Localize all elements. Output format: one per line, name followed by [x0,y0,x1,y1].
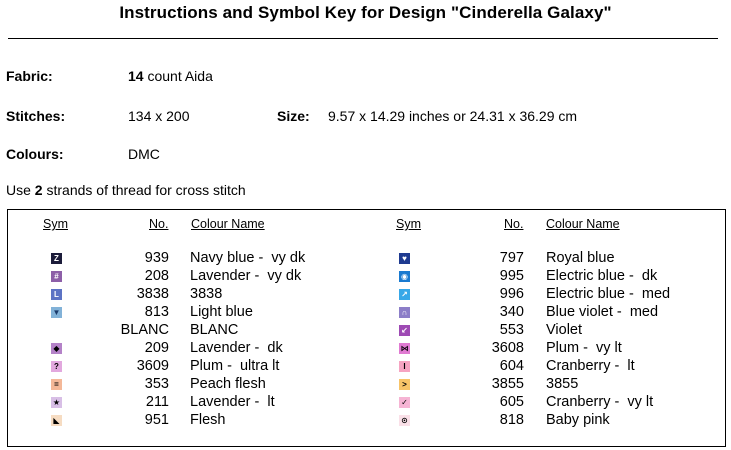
diamond-symbol-icon: ◆ [51,343,62,354]
colour-name: BLANC [190,322,239,338]
l-symbol-icon: L [51,289,62,300]
down-triangle-symbol-icon: ▼ [52,307,61,317]
dmc-number: 995 [499,268,524,284]
colour-name: Electric blue - med [546,286,671,302]
dmc-number: 3608 [491,340,524,356]
dmc-number: 951 [144,412,169,428]
i-symbol-icon: I [399,361,410,372]
arrow-symbol-icon: ↗ [399,289,410,300]
dmc-number: BLANC [120,322,169,338]
colour-name: Peach flesh [190,376,266,392]
dmc-number: 939 [144,250,169,266]
table-row [0,340,731,358]
table-row [0,322,731,340]
equals-symbol-icon: = [51,379,62,390]
fabric-label: Fabric: [6,68,53,84]
colour-name: Baby pink [546,412,610,428]
greater-symbol-icon: > [399,379,410,390]
colour-name: Violet [546,322,583,338]
table-row [0,250,731,268]
colour-name: Electric blue - dk [546,268,658,284]
fabric-type: count Aida [143,68,213,84]
stitches-value: 134 x 200 [128,108,190,124]
dot-circle-symbol-icon: ⊙ [399,415,410,426]
strands-instruction [6,182,246,198]
dmc-number: 996 [499,286,524,302]
bowtie-symbol-icon: ⋈ [400,343,409,353]
target-symbol-icon: ◉ [399,271,410,282]
colour-name: Light blue [190,304,253,320]
colour-name: Navy blue - vy dk [190,250,306,266]
colour-name: Flesh [190,412,226,428]
size-label: Size: [277,108,310,124]
right-sym-header: Sym [396,217,421,231]
fabric-count: 14 [128,68,144,84]
dmc-number: 3609 [136,358,169,374]
heart-symbol-icon: ♥ [399,253,410,264]
hash-symbol-icon: # [51,271,62,282]
strands-pre: Use [6,182,35,198]
dmc-number: 813 [144,304,169,320]
colours-value: DMC [128,146,160,162]
colour-name: Royal blue [546,250,615,266]
stitches-label: Stitches: [6,108,66,124]
colour-name: Plum - vy lt [546,340,622,356]
colour-name: Lavender - lt [190,394,275,410]
table-row [0,376,731,394]
colour-name: Cranberry - lt [546,358,635,374]
fabric-value [128,68,213,84]
colour-name: Plum - ultra lt [190,358,280,374]
question-symbol-icon: ? [51,361,62,372]
title-divider [8,38,718,39]
dmc-number: 818 [499,412,524,428]
right-name-header: Colour Name [546,217,620,231]
check-symbol-icon: ✓ [399,397,410,408]
corner-symbol-icon: ◣ [51,415,62,426]
table-row [0,412,731,430]
dmc-number: 605 [499,394,524,410]
page-title: Instructions and Symbol Key for Design "Cinderella Galaxy" [119,3,612,22]
violet-arrow-symbol-icon: ↙ [399,325,410,336]
left-name-header: Colour Name [191,217,265,231]
dmc-number: 797 [499,250,524,266]
z-symbol-icon: Z [51,253,62,264]
colour-name: Lavender - dk [190,340,283,356]
colours-label: Colours: [6,146,64,162]
colour-name: Cranberry - vy lt [546,394,654,410]
strands-count: 2 [34,182,43,198]
colour-name: 3838 [190,286,223,302]
dmc-number: 353 [144,376,169,392]
left-no-header: No. [149,217,169,231]
dmc-number: 209 [144,340,169,356]
dmc-number: 3838 [136,286,169,302]
dmc-number: 211 [145,394,169,410]
size-value: 9.57 x 14.29 inches or 24.31 x 36.29 cm [328,108,578,124]
table-row [0,304,731,322]
dmc-number: 604 [499,358,524,374]
table-row [0,358,731,376]
colour-name: Lavender - vy dk [190,268,302,284]
star-symbol-icon: ★ [52,397,61,407]
colour-name: 3855 [546,376,579,392]
table-row [0,268,731,286]
colour-name: Blue violet - med [546,304,659,320]
strands-post: strands of thread for cross stitch [42,182,246,198]
dmc-number: 208 [144,268,169,284]
dmc-number: 3855 [491,376,524,392]
dmc-number: 553 [499,322,524,338]
right-no-header: No. [504,217,524,231]
arch-symbol-icon: ∩ [399,307,410,318]
dmc-number: 340 [499,304,524,320]
table-row [0,286,731,304]
left-sym-header: Sym [43,217,68,231]
table-row [0,394,731,412]
